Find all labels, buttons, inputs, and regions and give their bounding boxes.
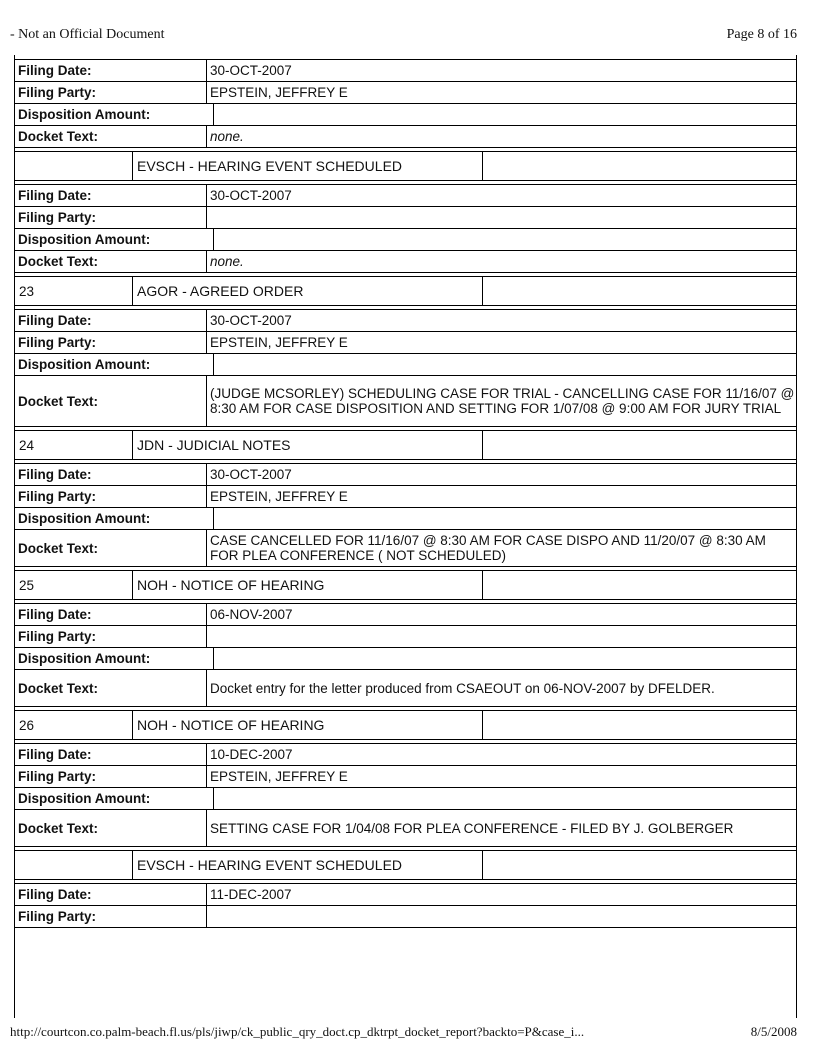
docket-details: [14, 743, 797, 847]
filing-party-label: Filing Party:: [15, 82, 207, 103]
docket-details: [14, 463, 797, 567]
docket-entry-header: [14, 276, 797, 306]
header-left: - Not an Official Document: [10, 27, 165, 42]
disposition-amount-row: [15, 508, 796, 530]
disposition-amount-row: [15, 229, 796, 251]
disposition-amount-row: [15, 104, 796, 126]
docket-text-label: Docket Text:: [15, 251, 207, 272]
docket-text-value: Docket entry for the letter produced from CSAEOUT on 06-NOV-2007 by DFELDER.: [210, 680, 715, 696]
docket-report: [14, 59, 797, 931]
filing-date-row: [15, 744, 796, 766]
entry-number: 25: [15, 571, 133, 599]
filing-party-value: EPSTEIN, JEFFREY E: [210, 769, 348, 784]
filing-date-label: Filing Date:: [15, 185, 207, 206]
filing-party-row: [15, 626, 796, 648]
filing-date-label: Filing Date:: [15, 604, 207, 625]
disposition-amount-label: Disposition Amount:: [15, 508, 214, 529]
entry-title: EVSCH - HEARING EVENT SCHEDULED: [133, 152, 483, 180]
entry-number: [15, 152, 133, 180]
docket-text-label: Docket Text:: [15, 126, 207, 147]
filing-party-value: [207, 626, 796, 647]
disposition-amount-value: [214, 229, 796, 250]
filing-date-label: Filing Date:: [15, 744, 207, 765]
disposition-amount-value: [214, 104, 796, 125]
docket-text-label: Docket Text:: [15, 376, 207, 426]
disposition-amount-label: Disposition Amount:: [15, 788, 214, 809]
filing-party-label: Filing Party:: [15, 207, 207, 228]
entry-title: EVSCH - HEARING EVENT SCHEDULED: [133, 851, 483, 879]
filing-party-label: Filing Party:: [15, 906, 207, 927]
filing-date-value: 30-OCT-2007: [210, 313, 292, 328]
docket-entry-header: [14, 850, 797, 880]
disposition-amount-label: Disposition Amount:: [15, 648, 214, 669]
docket-details: [14, 603, 797, 707]
filing-party-row: [15, 82, 796, 104]
entry-number: 23: [15, 277, 133, 305]
filing-date-value: 30-OCT-2007: [210, 467, 292, 482]
filing-party-value: [207, 207, 796, 228]
docket-text-value: CASE CANCELLED FOR 11/16/07 @ 8:30 AM FOR CASE DISPO AND 11/20/07 @ 8:30 AM FOR PLEA CONFERENCE ( NOT SCHEDULED): [210, 533, 766, 563]
entry-number: 26: [15, 711, 133, 739]
docket-text-value: none.: [210, 129, 244, 144]
filing-party-label: Filing Party:: [15, 626, 207, 647]
docket-text-row: [15, 670, 796, 706]
filing-party-value: [207, 906, 796, 927]
entry-number: 24: [15, 431, 133, 459]
docket-text-label: Docket Text:: [15, 670, 207, 706]
docket-text-value: none.: [210, 254, 244, 269]
filing-date-label: Filing Date:: [15, 310, 207, 331]
docket-entry-header: [14, 151, 797, 181]
entry-title: JDN - JUDICIAL NOTES: [133, 431, 483, 459]
filing-date-value: 06-NOV-2007: [210, 607, 293, 622]
filing-party-value: EPSTEIN, JEFFREY E: [210, 335, 348, 350]
filing-date-value: 10-DEC-2007: [210, 747, 293, 762]
disposition-amount-row: [15, 648, 796, 670]
docket-text-row: [15, 530, 796, 566]
disposition-amount-value: [214, 354, 796, 375]
disposition-amount-label: Disposition Amount:: [15, 229, 214, 250]
docket-text-label: Docket Text:: [15, 810, 207, 846]
docket-text-value: SETTING CASE FOR 1/04/08 FOR PLEA CONFERENCE - FILED BY J. GOLBERGER: [210, 820, 734, 836]
filing-date-label: Filing Date:: [15, 60, 207, 81]
filing-date-row: [15, 185, 796, 207]
disposition-amount-value: [214, 788, 796, 809]
docket-text-value: (JUDGE MCSORLEY) SCHEDULING CASE FOR TRIAL - CANCELLING CASE FOR 11/16/07 @ 8:30 AM FOR CASE DISPOSITION AND SETTING FOR 1/07/08 @ 9:00 AM FOR JURY TRIAL: [210, 386, 795, 416]
filing-date-row: [15, 604, 796, 626]
filing-party-label: Filing Party:: [15, 332, 207, 353]
filing-date-value: 30-OCT-2007: [210, 188, 292, 203]
filing-party-value: EPSTEIN, JEFFREY E: [210, 85, 348, 100]
docket-details: [14, 883, 797, 928]
docket-text-label: Docket Text:: [15, 530, 207, 566]
docket-text-row: [15, 810, 796, 846]
docket-text-row: [15, 126, 796, 147]
entry-title: NOH - NOTICE OF HEARING: [133, 571, 483, 599]
docket-text-row: [15, 376, 796, 426]
filing-party-value: EPSTEIN, JEFFREY E: [210, 489, 348, 504]
filing-party-label: Filing Party:: [15, 766, 207, 787]
page-number: Page 8 of 16: [726, 27, 797, 42]
disposition-amount-label: Disposition Amount:: [15, 104, 214, 125]
footer-url: http://courtcon.co.palm-beach.fl.us/pls/jiwp/ck_public_qry_doct.cp_dktrpt_docket_report?backto=P&case_i...: [10, 1024, 585, 1039]
filing-party-row: [15, 486, 796, 508]
filing-date-row: [15, 310, 796, 332]
filing-party-row: [15, 332, 796, 354]
footer-date: 8/5/2008: [750, 1024, 797, 1039]
entry-number: [15, 851, 133, 879]
docket-details: [14, 184, 797, 273]
filing-party-row: [15, 766, 796, 788]
filing-date-row: [15, 464, 796, 486]
disposition-amount-row: [15, 788, 796, 810]
disposition-amount-row: [15, 354, 796, 376]
filing-date-row: [15, 60, 796, 82]
disposition-amount-value: [214, 648, 796, 669]
filing-date-label: Filing Date:: [15, 884, 207, 905]
entry-title: NOH - NOTICE OF HEARING: [133, 711, 483, 739]
docket-text-row: [15, 251, 796, 272]
docket-details: [14, 59, 797, 148]
docket-entry-header: [14, 430, 797, 460]
disposition-amount-value: [214, 508, 796, 529]
filing-date-row: [15, 884, 796, 906]
docket-entry-header: [14, 570, 797, 600]
docket-details: [14, 309, 797, 427]
disposition-amount-label: Disposition Amount:: [15, 354, 214, 375]
filing-date-value: 30-OCT-2007: [210, 63, 292, 78]
filing-date-value: 11-DEC-2007: [210, 887, 292, 902]
entry-title: AGOR - AGREED ORDER: [133, 277, 483, 305]
filing-party-label: Filing Party:: [15, 486, 207, 507]
filing-party-row: [15, 207, 796, 229]
filing-party-row: [15, 906, 796, 928]
filing-date-label: Filing Date:: [15, 464, 207, 485]
docket-entry-header: [14, 710, 797, 740]
